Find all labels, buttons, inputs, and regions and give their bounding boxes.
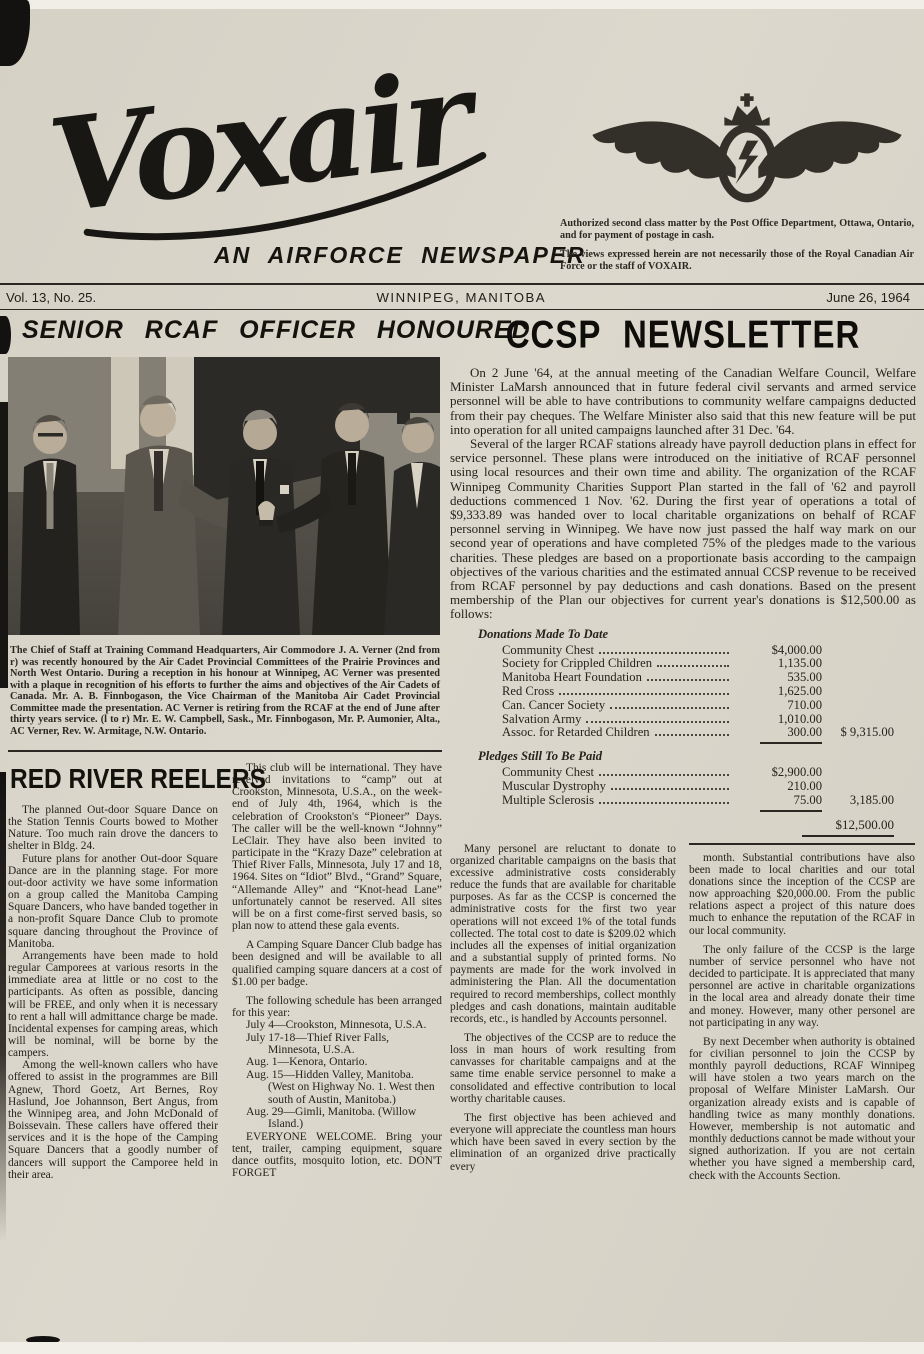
table-row [502, 644, 916, 658]
badge-crown [724, 106, 769, 126]
table-row [502, 780, 916, 794]
newspaper-tagline: AN AIRFORCE NEWSPAPER [214, 242, 586, 268]
table-rule [760, 742, 822, 744]
voxair-logo [48, 56, 548, 273]
row-label: Salvation Army [502, 711, 582, 726]
section-divider [8, 750, 442, 752]
donations-table [450, 627, 916, 745]
reelers-article [8, 762, 442, 1181]
paragraph: Several of the larger RCAF stations already have payroll deduction plans in effect for service personnel. These plans were introduced on the initiative of RCAF personnel using local resources and their own time and ability. The organization of the RCAF Winnipeg Community Charities Support Plan started in the fall of '62 and payroll deductions commenced 1 Nov. '62. During the first year of operations a total of $9,333.89 was handed over to local charitable organizations on behalf of RCAF personnel serving in Winnipeg. We have now just passed the half way mark on our second year of operations and have completed 75% of the pledges made to the various charities. These pledges are based on a proportionate basis according to the campaign objectives of the various charities and the estimated annual CCSP revenue to be received from RCAF personnel by pay deductions and cash donations. Based on the present membership of the Plan our objectives for current year's donations is $12,500.00 as follows: [450, 436, 916, 622]
paragraph: The planned Out-door Square Dance on the Station Tennis Courts bowed to Mother Nature. Too much rain drove the dancers to shelter in Bldg. 24. [8, 804, 218, 853]
dot-leader [611, 788, 729, 790]
presentation-photo [8, 357, 440, 635]
table-row [502, 699, 916, 713]
row-amount: 535.00 [787, 670, 822, 685]
voxair-logo-text: Voxair [48, 56, 476, 243]
scan-artifact [0, 402, 8, 688]
paragraph: A Camping Square Dancer Club badge has been designed and will be available to all qualified camping square dancers at a cost of $1.00 per badge. [232, 939, 442, 988]
volume-number: Vol. 13, No. 25. [6, 289, 97, 305]
schedule-item: Aug. 29—Gimli, Manitoba. (Willow Island.) [246, 1104, 417, 1131]
badge-cross-bar [740, 96, 753, 101]
dot-leader [599, 802, 729, 804]
paragraph: EVERYONE WELCOME. Bring your tent, trailer, camping equipment, square dance outfits, mosquito lotion, etc. DON'T FORGET [232, 1130, 442, 1180]
reelers-headline: RED RIVER REELERS [10, 764, 266, 796]
ccsp-headline: CCSP NEWSLETTER [505, 312, 861, 356]
row-amount: 710.00 [787, 697, 822, 712]
paragraph: This club will be international. They have received invitations to “camp” out at Crookston, Minnesota, U.S.A., on the week-end of July 4th, 1964, which is the celebration of Crookston's “Pioneer” Days. The caller will be the well-known “Johnny” LeClair. They have also been invited to participate in the “Krazy Daze” celebration at Thief River Falls, Minnesota, July 17 and 18, 1964. Sites on “Idiot” Blvd., “Grand” Square, “Allemande Alley” and “Knot-head Lane” unfortunately cannot be reserved. All sites will be on a first come-first served basis, so plan now to attend these gala events. [232, 762, 442, 933]
rcaf-wings-badge [582, 84, 912, 216]
disclaimer-notice: The views expressed herein are not necessarily those of the Royal Canadian Air Force or the staff of VOXAIR. [560, 249, 914, 272]
schedule-item: July 17-18—Thief River Falls, Minnesota, U.S.A. [246, 1030, 389, 1056]
paragraph: The objectives of the CCSP are to reduce the loss in man hours of work resulting from canvasses for charitable campaigns and at the same time enable service personnel to make a consolidated and effective contribution to local worthy charitable causes. [450, 1031, 676, 1105]
dot-leader [610, 707, 729, 709]
schedule-item: Aug. 1—Kenora, Ontario. [246, 1055, 368, 1069]
dot-leader [647, 679, 729, 681]
table-row [502, 766, 916, 780]
ccsp-body-columns [450, 843, 916, 1182]
scan-artifact [0, 772, 6, 1242]
reelers-column-2 [232, 762, 442, 1181]
photo-caption: The Chief of Staff at Training Command Headquarters, Air Commodore J. A. Verner (2nd from r) was recently honoured by the Air Cadet Provincial Committees of the Prairie Provinces and North West Ontario. During a reception in his honour at Winnipeg, AC Verner was presented with a plaque in recognition of his efforts to further the aims and objectives of the Air Cadets of Canada. Mr. A. B. Finnbogason, the Vice Chairman of the Manitoba Air Cadet Provincial Committee made the presentation. AC Verner is retiring from the RCAF at the end of June after thirty years service. (l to r) Mr. E. W. Campbell, Sask., Mr. Finnbogason, Mr. P. Aumonier, Alta., AC Verner, Rev. W. Armitage, N.W. Ontario. [10, 645, 440, 737]
table-row [502, 657, 916, 671]
dot-leader [599, 774, 729, 776]
scan-edge-top [0, 0, 924, 9]
row-label: Community Chest [502, 765, 595, 780]
dot-leader [599, 652, 729, 654]
dateline [0, 283, 924, 310]
grand-total: $12,500.00 [802, 817, 894, 837]
schedule-item: Aug. 15—Hidden Valley, Manitoba. (West on Highway No. 1. West then south of Austin, Manitoba.) [246, 1067, 435, 1106]
publication-location: WINNIPEG, MANITOBA [376, 289, 547, 305]
row-amount: $4,000.00 [771, 642, 822, 657]
row-label: Red Cross [502, 684, 555, 699]
pledges-table [450, 749, 916, 836]
table-row [502, 794, 916, 808]
row-amount: 1,010.00 [777, 711, 822, 726]
schedule-item: July 4—Crookston, Minnesota, U.S.A. [246, 1018, 427, 1032]
paragraph: Among the well-known callers who have offered to assist in the programmes are Bill Agnew, Thord Goetz, Art Bernes, Roy Haslund, Joe Johannson, Bert Angus, from the Winnipeg area, and John McDonald of Boissevain. These callers have offered their services and it is the hope of the Camping Square Dancers that a goodly number of dancers will support the Camporee held in their area. [8, 1059, 218, 1181]
row-amount: $2,900.00 [771, 765, 822, 780]
badge-lightning-bolt [736, 141, 759, 184]
paragraph: The first objective has been achieved and everyone will appreciate the countless man hours which have been saved in every section by the elimination of an organized drive practically every [450, 1111, 676, 1173]
table-rule [760, 810, 822, 812]
pledges-table-title: Pledges Still To Be Paid [478, 749, 603, 764]
paragraph: month. Substantial contributions have also been made to local charities and our total donations since the inception of the CCSP are now approaching $20,000.00. From the public relations aspect a project of this nature does much to enhance the reputation of the RCAF in our local community. [689, 851, 915, 937]
publication-date: June 26, 1964 [826, 289, 910, 305]
dot-leader [559, 693, 729, 695]
paragraph: Many personel are reluctant to donate to organized charitable campaigns on the basis that excessive administrative costs considerably reduce the funds that are available for charitable purposes. As far as the CCSP is concerned the administrative costs for the first two year operations will not exceed 1% of the total funds collected. The total cost to date is $209.02 which includes all the expenses of initial organization and a substantial supply of printed forms. No payments are made for the work involved in administering the Plan. All the documentation required to record memberships, collect monthly pledges and cash donations, maintain auditable records, etc., is handled by Accounts personnel. [450, 842, 676, 1025]
ccsp-column-4 [689, 843, 915, 1182]
dot-leader [655, 734, 729, 736]
table-row [502, 713, 916, 727]
table-row [502, 726, 916, 740]
row-label: Society for Crippled Children [502, 656, 653, 671]
pledges-subtotal: 3,185.00 [849, 792, 894, 807]
row-label: Multiple Sclerosis [502, 792, 594, 807]
badge-right-wing [758, 121, 901, 178]
row-label: Assoc. for Retarded Children [502, 725, 650, 740]
honoured-headline: SENIOR RCAF OFFICER HONOURED [22, 316, 531, 344]
row-amount: 1,625.00 [777, 684, 822, 699]
dot-leader [586, 721, 729, 723]
row-amount: 300.00 [787, 725, 822, 740]
ccsp-lead [450, 366, 916, 622]
paragraph: On 2 June '64, at the annual meeting of the Canadian Welfare Council, Welfare Minister LaMarsh announced that in future federal civil servants and armed service personnel will be able to have contributions to community welfare campaigns deducted from their pay cheques. The Welfare Minister also said that this new feature will be put into operation for all united campaigns launched after 31 Dec. '64. [450, 365, 916, 437]
ccsp-article [450, 312, 916, 1182]
rcaf-wings-badge-icon [582, 84, 912, 221]
donations-subtotal: $ 9,315.00 [840, 725, 894, 740]
reelers-column-1 [8, 762, 266, 1181]
row-label: Muscular Dystrophy [502, 779, 606, 794]
dot-leader [657, 665, 729, 667]
row-label: Manitoba Heart Foundation [502, 670, 642, 685]
row-amount: 210.00 [787, 779, 822, 794]
table-row [502, 685, 916, 699]
row-label: Community Chest [502, 642, 595, 657]
paragraph: By next December when authority is obtained for civilian personnel to join the CCSP by monthly payroll deductions, RCAF Winnipeg will have stolen a two years march on the proposal of Welfare Minister LaMarsh. Our organization already exists and is capable of handling twice as many monthly donations. However, membership is not automatic and monthly deductions cannot be made without your signed authorization. If you are not certain whether you have signed a membership card, check with the Accounts Section. [689, 1035, 915, 1182]
voxair-script-logo [48, 56, 548, 268]
row-amount: 1,135.00 [777, 656, 822, 671]
paragraph: Arrangements have been made to hold regular Camporees at various resorts in the immediate area at little or no cost to the participants. As often as possible, dancing will be FREE, and only when it is necessary to rent a hall will admittance charge be made. Incidental expenses for camping areas, which will be nominal, will be borne by the campers. [8, 949, 218, 1060]
scan-edge-bottom [0, 1342, 924, 1354]
row-amount: 75.00 [793, 792, 822, 807]
donations-table-title: Donations Made To Date [478, 626, 609, 641]
row-label: Can. Cancer Society [502, 697, 606, 712]
table-row [502, 671, 916, 685]
paragraph: The following schedule has been arranged for this year: [232, 994, 442, 1019]
masthead-notices [560, 218, 914, 280]
badge-left-wing [592, 121, 735, 178]
authorization-notice: Authorized second class matter by the Post Office Department, Ottawa, Ontario, and for payment of postage in cash. [560, 218, 914, 241]
grand-total-row [450, 817, 916, 837]
paragraph: Future plans for another Out-door Square Dance are in the planning stage. For more out-door activity we have some information on a group called the Manitoba Camping Square Dancers, who have banded together in a non-profit Square Dance Club to promote square dancing throughout the Province of Manitoba. [8, 852, 218, 950]
paragraph: The only failure of the CCSP is the large number of service personnel who have not decided to participate. It is appreciated that many personnel are active in charitable organizations in the local area and already donate their time and money. However, many other personel are not participating in any way. [689, 943, 915, 1029]
masthead [0, 56, 924, 282]
ccsp-column-3 [450, 843, 676, 1182]
